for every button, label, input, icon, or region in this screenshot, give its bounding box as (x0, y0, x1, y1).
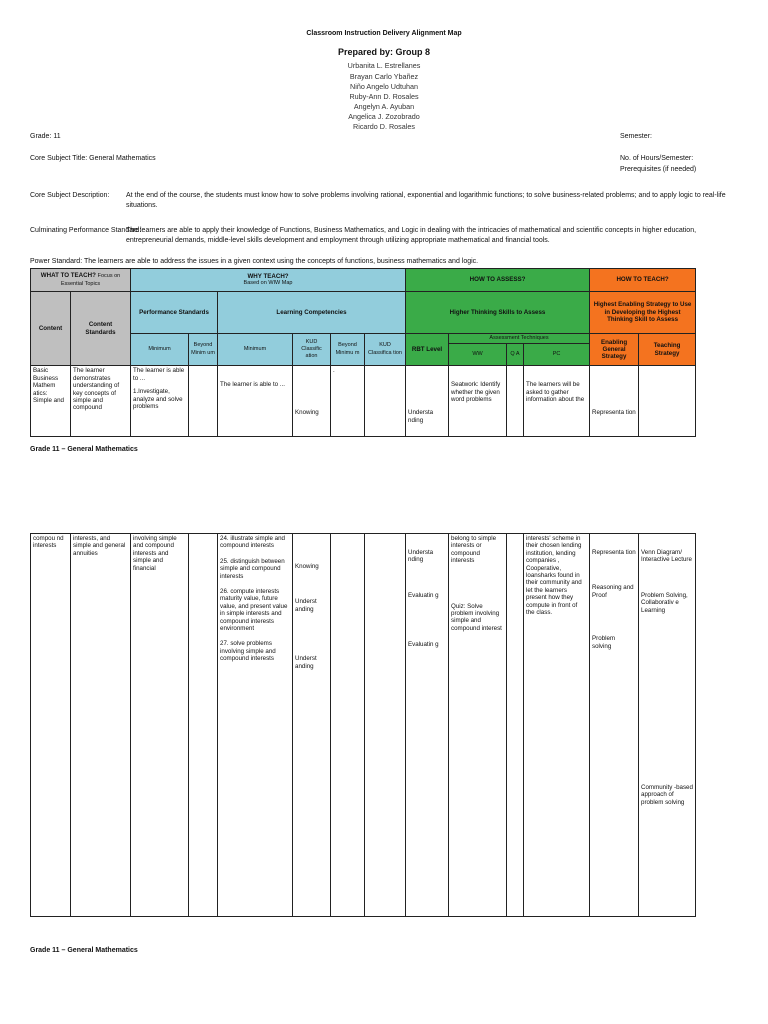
hots-header: Higher Thinking Skills to Assess (406, 292, 590, 334)
member-name: Brayan Carlo Ybañez (349, 72, 419, 81)
row1-lc-minimum: The learner is able to ... (218, 366, 293, 437)
subject-title: Core Subject Title: General Mathematics (30, 155, 156, 162)
culminating-label: Culminating Performance Standard: (30, 227, 142, 234)
row1-rbt: Understa nding (406, 366, 449, 437)
row2-content-standard: interests, and simple and general annuities (71, 534, 131, 917)
description-label: Core Subject Description: (30, 192, 110, 199)
qa-header: Q A (507, 344, 524, 366)
competency-item: 24. illustrate simple and compound interests (220, 535, 286, 550)
row1-qa (507, 366, 524, 437)
row2-enabling: Representa tion Reasoning and Proof Problem solving (590, 534, 639, 917)
enabling-strategy-header: Enabling General Strategy (590, 334, 639, 366)
perf-minimum-header: Minimum (131, 334, 189, 366)
learning-competencies-header: Learning Competencies (218, 292, 406, 334)
performance-standards-header: Performance Standards (131, 292, 218, 334)
competency-item: 26. compute interests maturity value, future value, and present value in simple interests and compound interests environment (220, 588, 288, 633)
row1-lc-kud: Knowing (293, 366, 331, 437)
member-name: Angelica J. Zozobrado (348, 112, 420, 121)
row1-content: Basic Business Mathem atics: Simple and (31, 366, 71, 437)
culminating-text: The learners are able to apply their knowledge of Functions, Business Mathematics, and Logic in dealing with the intricacies of mathematical and scientific concepts in higher education, entrepreneurial demands, middle-level skills development and employment through utilizing appropriate mathematical and financial tools. (126, 227, 697, 244)
row2-lc-minimum (218, 534, 293, 917)
row2-pc: interests' scheme in their chosen lending institution, lending companies , Cooperative, loansharks found in their community and let the learners present how they compute in front of the class. (524, 534, 590, 917)
prerequisites-label: Prerequisites (if needed) (620, 166, 697, 173)
perf-beyond-minimum-header: Beyond Minim um (189, 334, 218, 366)
pc-header: PC (524, 344, 590, 366)
lc-minimum-header: Minimum (218, 334, 293, 366)
member-name: Urbanita L. Estrellanes (347, 61, 421, 70)
semester-label: Semester: (620, 133, 652, 140)
row2-ww: belong to simple interests or compound interests Quiz: Solve problem involving simple and compound interest (449, 534, 507, 917)
row2-teaching: Venn Diagram/ Interactive Lecture Problem Solving, Collaborativ e Learning Community -based approach of problem solving (639, 534, 696, 917)
how-to-assess-header: HOW TO ASSESS? (406, 269, 590, 292)
document-title: Classroom Instruction Delivery Alignment Map (306, 30, 462, 37)
competency-item: 25. distinguish between simple and compound interests (220, 557, 285, 580)
lc-kud-header: KUD Classific ation (293, 334, 331, 366)
competency-item: 27. solve problems involving simple and compound interests (220, 640, 276, 663)
alignment-table (30, 268, 696, 437)
lc-beyond-minimum-header: Beyond Minimu m (331, 334, 365, 366)
row1-content-standard: The learner demonstrates understanding of key concepts of simple and compound (71, 366, 131, 437)
row1-teaching (639, 366, 696, 437)
row2-performance-beyond (189, 534, 218, 917)
assessment-techniques-header: Assessment Techniques (449, 334, 590, 344)
power-standard: Power Standard: The learners are able to address the issues in a given context using the concepts of functions, business mathematics and logic. (30, 258, 479, 265)
row1-performance-minimum: The learner is able to ... 1.Investigate, analyze and solve problems (131, 366, 189, 437)
ww-header: WW (449, 344, 507, 366)
member-name: Angelyn A. Ayuban (353, 102, 415, 111)
what-to-teach-header: WHAT TO TEACH? Focus on Essential Topics (31, 269, 131, 292)
how-to-teach-header: HOW TO TEACH? (590, 269, 696, 292)
page-footer: Grade 11 – General Mathematics (30, 947, 138, 954)
member-name: Ruby-Ann D. Rosales (349, 92, 419, 101)
grade-label: Grade: 11 (30, 133, 61, 140)
page-footer: Grade 11 – General Mathematics (30, 446, 138, 453)
rbt-level-header: RBT Level (406, 334, 449, 366)
prepared-by: Prepared by: Group 8 (337, 47, 431, 57)
content-standards-header: Content Standards (71, 292, 131, 366)
row1-performance-beyond (189, 366, 218, 437)
why-teach-header: WHY TEACH? Based on WIW Map (131, 269, 406, 292)
row2-performance-minimum: involving simple and compound interests and simple and financial (131, 534, 189, 917)
member-name: Ricardo D. Rosales (353, 122, 415, 131)
member-name: Niño Angelo Udtuhan (350, 82, 418, 91)
row1-lc-beyond: . (331, 366, 365, 437)
row1-lc-kud2 (365, 366, 406, 437)
lc-kud2-header: KUD Classifica tion (365, 334, 406, 366)
row2-lc-beyond (331, 534, 365, 917)
row1-enabling: Representa tion (590, 366, 639, 437)
row2-rbt: Understa nding Evaluatin g Evaluatin g (406, 534, 449, 917)
highest-enabling-strategy-header: Highest Enabling Strategy to Use in Developing the Highest Thinking Skill to Assess (590, 292, 696, 334)
row2-qa (507, 534, 524, 917)
row2-lc-kud2 (365, 534, 406, 917)
row2-content: compou nd interests (31, 534, 71, 917)
row1-pc: The learners will be asked to gather information about the (524, 366, 590, 437)
hours-label: No. of Hours/Semester: (620, 155, 694, 162)
row2-lc-kud: Knowing Underst anding Underst anding (293, 534, 331, 917)
alignment-table-continued (30, 533, 696, 917)
content-header: Content (31, 292, 71, 366)
teaching-strategy-header: Teaching Strategy (639, 334, 696, 366)
row1-ww: Seatwork: Identify whether the given word problems (449, 366, 507, 437)
description-text: At the end of the course, the students must know how to solve problems involving rational, exponential and logarithmic functions; to solve business-related problems; and to apply logic to real-life situations. (126, 192, 726, 209)
